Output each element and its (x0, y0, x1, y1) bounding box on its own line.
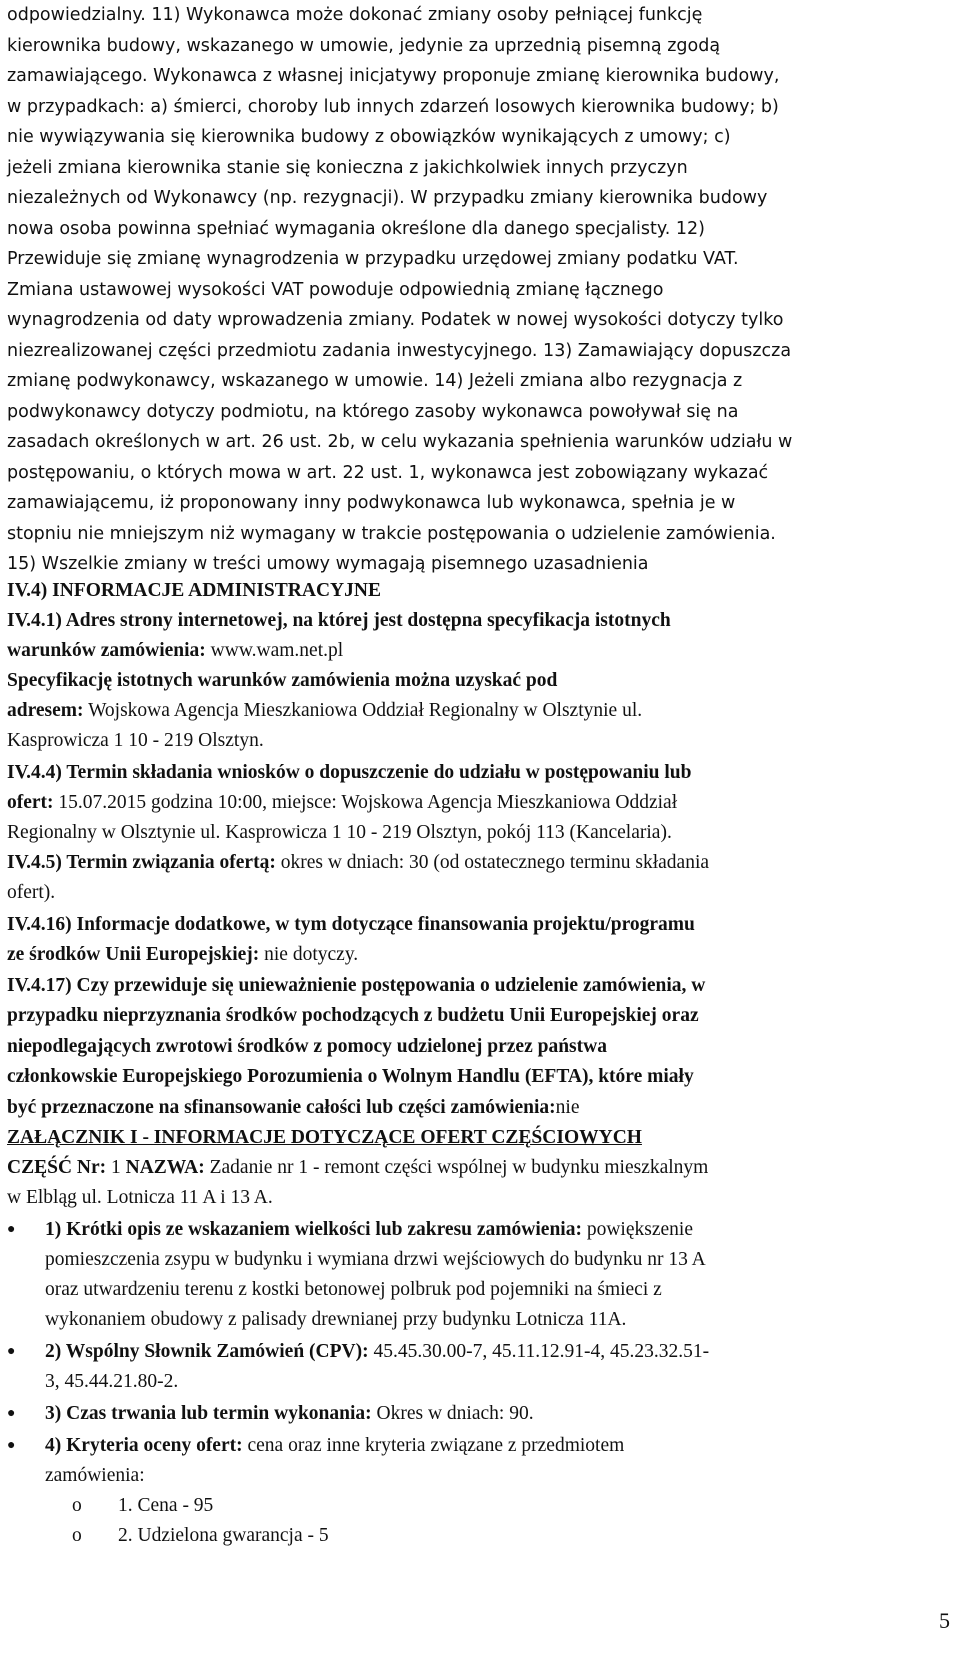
page-number: 5 (939, 1608, 950, 1633)
iv41-line-2 (7, 635, 343, 666)
text-line-13: zmianę podwykonawcy, wskazanego w umowie. 14) Jeżeli zmiana albo rezygnacja z (7, 371, 743, 391)
sub-bullet-icon: o (72, 1495, 82, 1516)
iv45-line-1 (7, 847, 709, 878)
bullet-1-line-2: pomieszczenia zsypu w budynku i wymiana drzwi wejściowych do budynku nr 13 A (45, 1249, 706, 1270)
criteria-1: 1. Cena - 95 (118, 1495, 214, 1516)
section-heading-iv4-text: IV.4) INFORMACJE ADMINISTRACYJNE (7, 580, 381, 601)
iv45-label: IV.4.5) Termin związania ofertą: (7, 852, 276, 873)
iv417-label-5: być przeznaczone na sfinansowanie całości lub części zamówienia: (7, 1097, 556, 1118)
iv44-label: IV.4.4) Termin składania wniosków o dopuszczenie do udziału w postępowaniu lub (7, 762, 692, 783)
section-heading-iv4 (7, 575, 381, 606)
text-line-17: zamawiającemu, iż proponowany inny podwykonawca lub wykonawca, spełnia je w (7, 493, 736, 513)
text-line-11: wynagrodzenia od daty wprowadzenia zmiany. Podatek w nowej wysokości dotyczy tylko (7, 310, 784, 330)
text-line-18: stopniu nie mniejszym niż wymagany w trakcie postępowania o udzielenie zamówienia. (7, 524, 776, 544)
bullet-icon: ● (7, 1406, 16, 1421)
text-line-16: postępowaniu, o których mowa w art. 22 ust. 1, wykonawca jest zobowiązany wykazać (7, 463, 769, 483)
iv44-line-1 (7, 757, 692, 788)
text-line-4: w przypadkach: a) śmierci, choroby lub innych zdarzeń losowych kierownika budowy; b) (7, 97, 779, 117)
part-line-2: w Elbląg ul. Lotnicza 11 A i 13 A. (7, 1187, 273, 1208)
bullet-3-text (45, 1398, 534, 1429)
bullet-icon: ● (7, 1438, 16, 1453)
bullet-4-line-2: zamówienia: (45, 1465, 145, 1486)
iv417-line-3 (7, 1031, 607, 1062)
bullet-2-text (45, 1336, 709, 1367)
bullet-2-line-2: 3, 45.44.21.80-2. (45, 1371, 179, 1392)
bullet-1-line-4: wykonaniem obudowy z palisady drewnianej przy budynku Lotnicza 11A. (45, 1309, 627, 1330)
iv44-value: 15.07.2015 godzina 10:00, miejsce: Wojskowa Agencja Mieszkaniowa Oddział (53, 792, 678, 813)
iv416-label: IV.4.16) Informacje dodatkowe, w tym dotyczące finansowania projektu/programu (7, 914, 695, 935)
bullet-icon: ● (7, 1222, 16, 1237)
part-line-1 (7, 1152, 708, 1183)
iv41-label-cont: warunków zamówienia: (7, 640, 206, 661)
iv417-label-1: IV.4.17) Czy przewiduje się unieważnienie postępowania o udzielenie zamówienia, w (7, 975, 706, 996)
bullet-icon: ● (7, 1344, 16, 1359)
bullet-1-text (45, 1214, 693, 1245)
part-number-label: CZĘŚĆ Nr: (7, 1157, 107, 1178)
spec-label-cont: adresem: (7, 700, 84, 721)
iv45-value: okres w dniach: 30 (od ostatecznego terminu składania (275, 852, 710, 873)
iv417-line-4 (7, 1061, 694, 1092)
iv44-line-2 (7, 787, 677, 818)
iv417-label-4: członkowskie Europejskiego Porozumienia o Wolnym Handlu (EFTA), które miały (7, 1066, 694, 1087)
attachment-heading (7, 1122, 642, 1153)
text-line-2: kierownika budowy, wskazanego w umowie, jedynie za uprzednią pisemną zgodą (7, 36, 721, 56)
spec-label: Specyfikację istotnych warunków zamówienia można uzyskać pod (7, 670, 558, 691)
bullet-4-label: 4) Kryteria oceny ofert: (45, 1435, 243, 1456)
iv417-line-2 (7, 1000, 699, 1031)
iv416-line-1 (7, 909, 695, 940)
text-line-3: zamawiającego. Wykonawca z własnej inicjatywy proponuje zmianę kierownika budowy, (7, 66, 780, 86)
text-line-6: jeżeli zmiana kierownika stanie się konieczna z jakichkolwiek innych przyczyn (7, 158, 688, 178)
iv416-line-2 (7, 939, 358, 970)
iv417-label-3: niepodlegających zwrotowi środków z pomocy udzielonej przez państwa (7, 1036, 607, 1057)
bullet-3-label: 3) Czas trwania lub termin wykonania: (45, 1403, 372, 1424)
iv417-line-1 (7, 970, 705, 1001)
iv416-label-cont: ze środków Unii Europejskiej: (7, 944, 260, 965)
bullet-3-value: Okres w dniach: 90. (371, 1403, 534, 1424)
spec-line-2 (7, 695, 642, 726)
text-line-9: Przewiduje się zmianę wynagrodzenia w przypadku urzędowej zmiany podatku VAT. (7, 249, 739, 269)
part-name-label: NAZWA: (125, 1157, 205, 1178)
iv44-line-3: Regionalny w Olsztynie ul. Kasprowicza 1 10 - 219 Olsztyn, pokój 113 (Kancelaria). (7, 822, 672, 843)
spec-address: Wojskowa Agencja Mieszkaniowa Oddział Regionalny w Olsztynie ul. (83, 700, 643, 721)
bullet-1-value: powiększenie (581, 1219, 693, 1240)
bullet-2-value: 45.45.30.00-7, 45.11.12.91-4, 45.23.32.51- (368, 1341, 710, 1362)
criteria-2: 2. Udzielona gwarancja - 5 (118, 1525, 329, 1546)
attachment-heading-text: ZAŁĄCZNIK I - INFORMACJE DOTYCZĄCE OFERT CZĘŚCIOWYCH (7, 1127, 642, 1148)
bullet-1-line-3: oraz utwardzeniu terenu z kostki betonowej polbruk pod pojemniki na śmieci z (45, 1279, 662, 1300)
iv41-label: IV.4.1) Adres strony internetowej, na której jest dostępna specyfikacja istotnych (7, 610, 671, 631)
iv417-line-5 (7, 1092, 579, 1123)
text-line-7: niezależnych od Wykonawcy (np. rezygnacji). W przypadku zmiany kierownika budowy (7, 188, 768, 208)
iv41-line-1 (7, 605, 671, 636)
iv44-label-cont: ofert: (7, 792, 54, 813)
bullet-4-text (45, 1430, 624, 1461)
text-line-19: 15) Wszelkie zmiany w treści umowy wymagają pisemnego uzasadnienia (7, 554, 649, 574)
bullet-1-label: 1) Krótki opis ze wskazaniem wielkości lub zakresu zamówienia: (45, 1219, 582, 1240)
bullet-2-label: 2) Wspólny Słownik Zamówień (CPV): (45, 1341, 369, 1362)
iv417-label-2: przypadku nieprzyznania środków pochodzących z budżetu Unii Europejskiej oraz (7, 1005, 699, 1026)
text-line-14: podwykonawcy dotyczy podmiotu, na którego zasoby wykonawca powoływał się na (7, 402, 739, 422)
text-line-10: Zmiana ustawowej wysokości VAT powoduje odpowiednią zmianę łącznego (7, 280, 664, 300)
text-line-15: zasadach określonych w art. 26 ust. 2b, w celu wykazania spełnienia warunków udziału w (7, 432, 793, 452)
text-line-8: nowa osoba powinna spełniać wymagania określone dla danego specjalisty. 12) (7, 219, 705, 239)
text-line-5: nie wywiązywania się kierownika budowy z obowiązków wynikających z umowy; c) (7, 127, 731, 147)
iv41-url-link[interactable]: www.wam.net.pl (205, 640, 344, 661)
sub-bullet-icon: o (72, 1525, 82, 1546)
iv417-value: nie (555, 1097, 580, 1118)
iv45-line-2: ofert). (7, 882, 56, 903)
part-name-value: Zadanie nr 1 - remont części wspólnej w budynku mieszkalnym (204, 1157, 709, 1178)
spec-line-1 (7, 665, 557, 696)
text-line-12: niezrealizowanej części przedmiotu zadania inwestycyjnego. 13) Zamawiający dopuszcza (7, 341, 792, 361)
spec-line-3: Kasprowicza 1 10 - 219 Olsztyn. (7, 730, 264, 751)
part-number-value: 1 (106, 1157, 126, 1178)
text-line-1: odpowiedzialny. 11) Wykonawca może dokonać zmiany osoby pełniącej funkcję (7, 5, 703, 25)
iv416-value: nie dotyczy. (259, 944, 359, 965)
bullet-4-value: cena oraz inne kryteria związane z przedmiotem (242, 1435, 625, 1456)
